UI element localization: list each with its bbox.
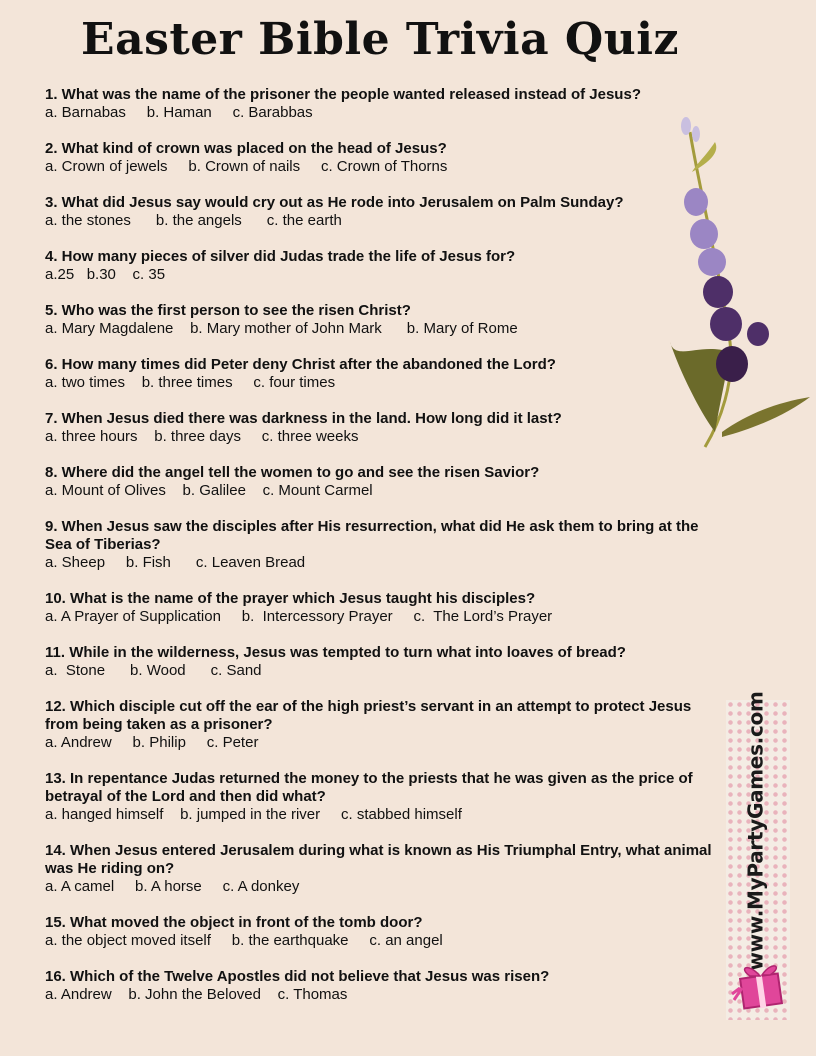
question-item	[45, 590, 725, 626]
question-text: 9. When Jesus saw the disciples after His resurrection, what did He ask them to bring at the Sea of Tiberias?	[45, 518, 699, 553]
question-item	[45, 518, 725, 572]
gift-box-icon	[728, 958, 792, 1014]
page-title: Easter Bible Trivia Quiz	[81, 14, 679, 65]
question-text: 6. How many times did Peter deny Christ after the abandoned the Lord?	[45, 356, 556, 373]
quiz-questions	[45, 86, 725, 1022]
question-text: 14. When Jesus entered Jerusalem during what is known as His Triumphal Entry, what animal was He riding on?	[45, 842, 712, 877]
question-item	[45, 770, 725, 824]
answer-options: a. Andrew b. Philip c. Peter	[45, 734, 259, 751]
question-text: 13. In repentance Judas returned the money to the priests that he was given as the price of betrayal of the Lord and then did what?	[45, 770, 693, 805]
question-item	[45, 302, 725, 338]
answer-options: a. the stones b. the angels c. the earth	[45, 212, 342, 229]
question-text: 16. Which of the Twelve Apostles did not believe that Jesus was risen?	[45, 968, 550, 985]
question-item	[45, 698, 725, 752]
answer-options: a. Crown of jewels b. Crown of nails c. Crown of Thorns	[45, 158, 448, 175]
question-text: 12. Which disciple cut off the ear of the high priest’s servant in an attempt to protect Jesus from being taken as a prisoner?	[45, 698, 692, 733]
answer-options: a. Mary Magdalene b. Mary mother of John Mark b. Mary of Rome	[45, 320, 518, 337]
question-item	[45, 842, 725, 896]
question-item	[45, 644, 725, 680]
answer-options: a. the object moved itself b. the earthquake c. an angel	[45, 932, 443, 949]
answer-options: a. A camel b. A horse c. A donkey	[45, 878, 300, 895]
question-text: 5. Who was the first person to see the risen Christ?	[45, 302, 411, 319]
question-text: 1. What was the name of the prisoner the people wanted released instead of Jesus?	[45, 86, 641, 103]
question-text: 10. What is the name of the prayer which Jesus taught his disciples?	[45, 590, 536, 607]
answer-options: a. Mount of Olives b. Galilee c. Mount Carmel	[45, 482, 373, 499]
question-item	[45, 86, 725, 122]
question-text: 2. What kind of crown was placed on the head of Jesus?	[45, 140, 447, 157]
question-item	[45, 248, 725, 284]
question-text: 3. What did Jesus say would cry out as He rode into Jerusalem on Palm Sunday?	[45, 194, 624, 211]
question-text: 15. What moved the object in front of the tomb door?	[45, 914, 423, 931]
question-item	[45, 464, 725, 500]
question-item	[45, 194, 725, 230]
question-item	[45, 356, 725, 392]
question-text: 7. When Jesus died there was darkness in the land. How long did it last?	[45, 410, 562, 427]
answer-options: a. three hours b. three days c. three weeks	[45, 428, 359, 445]
answer-options: a. two times b. three times c. four times	[45, 374, 336, 391]
question-item	[45, 968, 725, 1004]
answer-options: a. hanged himself b. jumped in the river c. stabbed himself	[45, 806, 462, 823]
question-item	[45, 410, 725, 446]
answer-options: a. Andrew b. John the Beloved c. Thomas	[45, 986, 348, 1003]
answer-options: a. A Prayer of Supplication b. Intercessory Prayer c. The Lord’s Prayer	[45, 608, 553, 625]
question-text: 4. How many pieces of silver did Judas trade the life of Jesus for?	[45, 248, 516, 265]
lavender-flower-icon	[660, 112, 810, 462]
answer-options: a. Stone b. Wood c. Sand	[45, 662, 262, 679]
site-logo	[736, 691, 776, 971]
question-item	[45, 914, 725, 950]
question-item	[45, 140, 725, 176]
answer-options: a. Barnabas b. Haman c. Barabbas	[45, 104, 313, 121]
answer-options: a. Sheep b. Fish c. Leaven Bread	[45, 554, 306, 571]
question-text: 8. Where did the angel tell the women to go and see the risen Savior?	[45, 464, 540, 481]
site-url: www.MyPartyGames.com	[744, 691, 768, 971]
question-text: 11. While in the wilderness, Jesus was tempted to turn what into loaves of bread?	[45, 644, 626, 661]
answer-options: a.25 b.30 c. 35	[45, 266, 166, 283]
